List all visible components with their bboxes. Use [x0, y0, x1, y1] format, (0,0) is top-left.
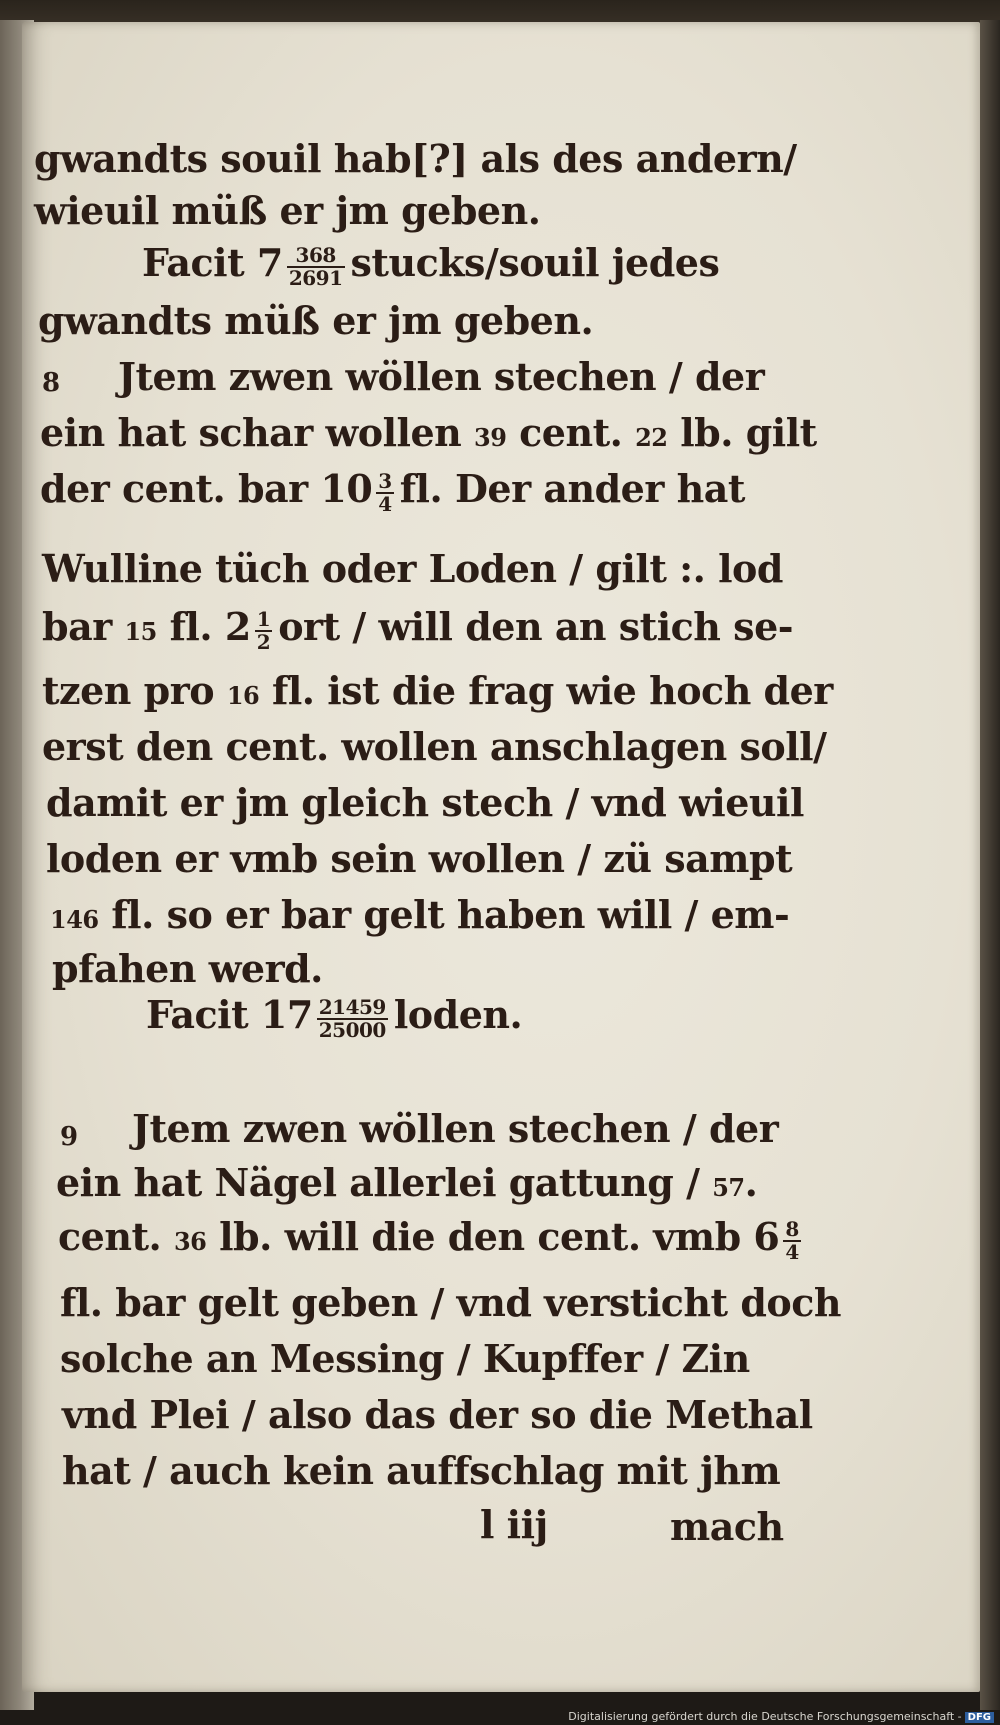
line-text: ein hat schar wollen — [40, 410, 474, 455]
fraction — [287, 242, 345, 290]
line-text: gwandts souil hab[?] als des andern/ — [34, 136, 797, 181]
text-line-1 — [34, 136, 797, 181]
line-text: loden. — [393, 992, 523, 1037]
text-line-15 — [52, 946, 323, 991]
line-text: hat / auch kein auffschlag mit jhm — [62, 1448, 781, 1493]
text-line-20 — [60, 1280, 842, 1325]
fraction-denominator: 25000 — [318, 1017, 386, 1042]
text-line-18 — [56, 1160, 758, 1205]
text-line-12 — [46, 780, 804, 825]
line-text: cent. — [58, 1214, 174, 1259]
fraction — [317, 994, 388, 1042]
text-line-4 — [38, 298, 594, 343]
line-text: pfahen werd. — [52, 946, 323, 991]
fraction-denominator: 2691 — [288, 265, 343, 290]
line-text: fl. so er bar gelt haben will / em- — [98, 892, 790, 937]
line-text: solche an Messing / Kupffer / Zin — [60, 1336, 750, 1381]
fraction-denominator: 4 — [785, 1239, 799, 1264]
line-text: erst den cent. wollen anschlagen soll/ — [42, 724, 827, 769]
text-line-2 — [34, 188, 541, 233]
line-text: ein hat Nägel allerlei gattung / — [56, 1160, 713, 1205]
numeral: 39 — [474, 423, 507, 452]
line-text: Jtem zwen wöllen stechen / der — [118, 354, 765, 399]
line-text: fl. bar gelt geben / vnd versticht doch — [60, 1280, 842, 1325]
text-line-11 — [42, 724, 827, 769]
line-text: fl. ist die frag wie hoch der — [259, 668, 833, 713]
numeral: 22 — [635, 423, 668, 452]
dfg-logo: DFG — [965, 1712, 994, 1723]
fraction-numerator: 368 — [287, 245, 345, 268]
text-line-5 — [118, 354, 765, 399]
line-text: vnd Plei / also das der so die Methal — [62, 1392, 813, 1437]
text-line-9 — [42, 604, 794, 654]
digitization-footer — [568, 1710, 994, 1723]
line-text: wieuil müß er jm geben. — [34, 188, 541, 233]
text-line-23 — [62, 1448, 781, 1493]
fraction-numerator: 8 — [785, 1216, 799, 1241]
signature-mark: l iij — [480, 1502, 548, 1547]
facit-label: Facit 7 — [142, 240, 283, 285]
line-text: fl. 2 — [156, 604, 251, 649]
page-shadow — [980, 20, 1000, 1710]
line-text: gwandts müß er jm geben. — [38, 298, 594, 343]
line-text: ort / will den an stich se- — [278, 604, 794, 649]
footer-text: Digitalisierung gefördert durch die Deutsche Forschungsgemeinschaft - — [568, 1710, 962, 1723]
numeral: 36 — [173, 1227, 207, 1256]
text-line-22 — [62, 1392, 813, 1437]
numeral: 57 — [712, 1173, 745, 1202]
line-text: damit er jm gleich stech / vnd wieuil — [46, 780, 804, 825]
line-text: der cent. bar 10 — [40, 466, 373, 511]
fraction-numerator: 1 — [256, 606, 271, 631]
text-line-7 — [40, 466, 745, 516]
fraction-denominator: 4 — [378, 491, 392, 516]
line-text: lb. gilt — [667, 410, 817, 455]
text-line-19 — [58, 1214, 807, 1264]
line-text: . — [744, 1160, 758, 1205]
fraction — [255, 606, 272, 654]
text-line-17 — [132, 1106, 779, 1151]
line-text: lb. will die den cent. vmb 6 — [206, 1214, 780, 1259]
book-page — [22, 22, 980, 1692]
line-text: fl. Der ander hat — [399, 466, 745, 511]
line-text: tzen pro — [42, 668, 227, 713]
numeral: 16 — [226, 681, 260, 710]
problem-number-8: 8 — [42, 368, 61, 398]
fraction-numerator: 21459 — [318, 994, 386, 1019]
fraction-denominator: 2 — [256, 629, 271, 654]
line-text: loden er vmb sein wollen / zü sampt — [46, 836, 793, 881]
line-text: bar — [42, 604, 125, 649]
text-line-8 — [42, 546, 783, 591]
problem-number-9: 9 — [60, 1122, 79, 1152]
facit-line-1 — [142, 240, 720, 290]
fraction — [783, 1216, 800, 1264]
text-line-10 — [42, 668, 833, 713]
text-line-13 — [46, 836, 793, 881]
numeral: 146 — [50, 905, 99, 934]
line-text: Wulline tüch oder Loden / gilt :. lod — [42, 546, 783, 591]
facit-line-2 — [146, 992, 523, 1042]
fraction — [376, 468, 393, 516]
text-line-21 — [60, 1336, 750, 1381]
line-text: stucks/souil jedes — [350, 240, 720, 285]
catchword: mach — [670, 1504, 784, 1549]
line-text: Jtem zwen wöllen stechen / der — [132, 1106, 779, 1151]
text-line-6 — [40, 410, 817, 455]
numeral: 15 — [124, 617, 157, 646]
fraction-numerator: 3 — [378, 468, 392, 493]
facit-label: Facit 17 — [146, 992, 313, 1037]
text-line-14 — [50, 892, 790, 937]
line-text: cent. — [506, 410, 636, 455]
